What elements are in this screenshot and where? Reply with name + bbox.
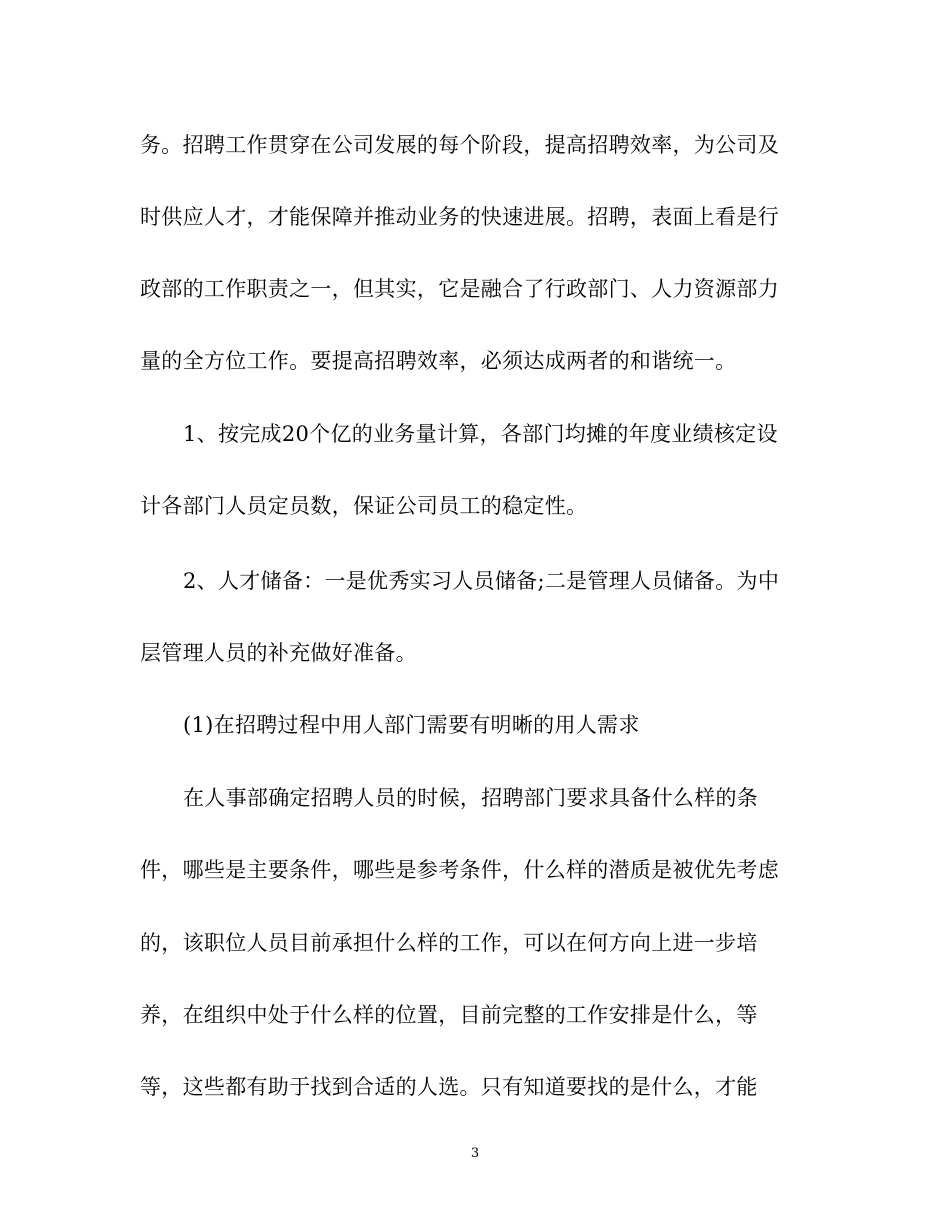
text-line: 时供应人才，才能保障并推动业务的快速进展。招聘，表面上看是行 xyxy=(140,205,779,229)
text-line: 等，这些都有助于找到合适的人选。只有知道要找的是什么，才能 xyxy=(140,1075,758,1099)
text-line: 务。招聘工作贯穿在公司发展的每个阶段，提高招聘效率，为公司及 xyxy=(140,133,779,157)
text-line: 1、按完成20个亿的业务量计算，各部门均摊的年度业绩核定设 xyxy=(183,422,778,446)
page-number: 3 xyxy=(470,1146,480,1161)
text-line: 计各部门人员定员数，保证公司员工的稳定性。 xyxy=(140,494,588,518)
text-line: 在人事部确定招聘人员的时候，招聘部门要求具备什么样的条 xyxy=(183,786,759,810)
text-line: 件，哪些是主要条件，哪些是参考条件，什么样的潜质是被优先考虑 xyxy=(140,858,779,882)
text-line: 的，该职位人员目前承担什么样的工作，可以在何方向上进一步培 xyxy=(140,931,758,955)
text-line: 养，在组织中处于什么样的位置，目前完整的工作安排是什么，等 xyxy=(140,1003,758,1027)
text-line: 量的全方位工作。要提高招聘效率，必须达成两者的和谐统一。 xyxy=(140,349,737,373)
text-line: (1)在招聘过程中用人部门需要有明晰的用人需求 xyxy=(183,713,640,737)
text-line: 政部的工作职责之一，但其实，它是融合了行政部门、人力资源部力 xyxy=(140,277,779,301)
text-line: 2、人才储备：一是优秀实习人员储备;二是管理人员储备。为中 xyxy=(183,569,780,593)
text-line: 层管理人员的补充做好准备。 xyxy=(140,641,417,665)
